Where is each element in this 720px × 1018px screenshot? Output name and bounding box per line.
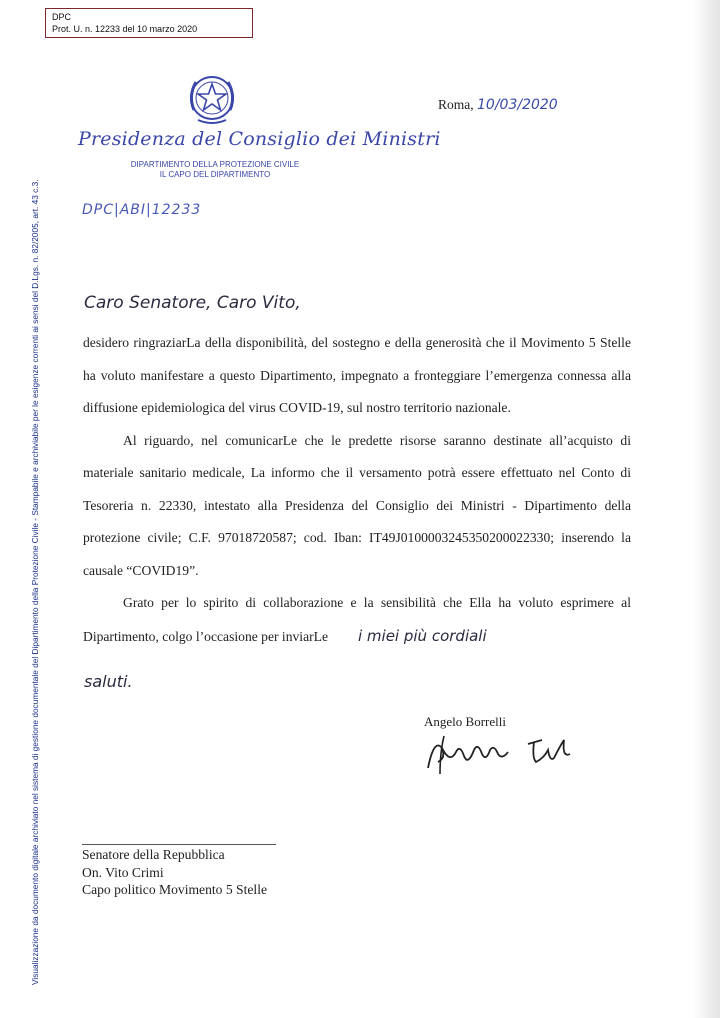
date-place: Roma, [438, 97, 474, 112]
page-edge-shadow [692, 0, 720, 1018]
department-office: IL CAPO DEL DIPARTIMENTO [159, 170, 271, 179]
handwritten-signature [420, 728, 580, 778]
paragraph-bank-details: Al riguardo, nel comunicarLe che le predette risorse saranno destinate all’acquisto di materiale sanitario medicale, La informo che il versamento potrà essere effettuato nel Conto di Tesoreria n. 22330, intestato alla Presidenza del Consiglio dei Ministri - Dipartimento della protezione civile; C.F. 97018720587; cod. Iban: IT49J0100003245350200022330; inserendo la causale “COVID19”. [83, 432, 631, 578]
salutation: Caro Senatore, Caro Vito, [84, 293, 301, 313]
closing-handwritten: i miei più cordiali [357, 626, 487, 645]
paragraph-closing [83, 587, 631, 653]
handwritten-saluti: saluti. [84, 672, 133, 691]
recipient-block [82, 846, 267, 899]
recipient-name: On. Vito Crimi [82, 864, 164, 880]
protocol-number: Prot. U. n. 12233 del 10 marzo 2020 [52, 24, 198, 34]
department-name: DIPARTIMENTO DELLA PROTEZIONE CIVILE [130, 160, 300, 169]
signer-name: Angelo Borrelli [424, 714, 506, 729]
date-handwritten: 10/03/2020 [477, 97, 558, 113]
recipient-divider [82, 844, 276, 845]
institution-name: Presidenza del Consiglio dei Ministri [78, 128, 441, 150]
paragraph-thanks: desidero ringraziarLa della disponibilità, del sostegno e della generosità che il Movimento 5 Stelle ha voluto manifestare a questo Dipartimento, impegnato a fronteggiare l’emergenza connessa alla diffusione epidemiologica del virus COVID-19, sul nostro territorio nazionale. [83, 335, 631, 415]
paragraph-closing-text: Grato per lo spirito di collaborazione e la sensibilità che Ella ha voluto esprimere al Dipartimento, colgo l’occasione per inviarLe [83, 595, 631, 644]
recipient-role: Capo politico Movimento 5 Stelle [82, 882, 268, 897]
handwritten-protocol: DPC|ABI|12233 [82, 202, 202, 218]
protocol-stamp [45, 8, 253, 38]
protocol-office: DPC [52, 12, 72, 22]
recipient-title: Senatore della Repubblica [82, 847, 225, 862]
archive-side-note: Visualizzazione da documento digitale archiviato nel sistema di gestione documentale del Dipartimento della Protezione Civile - Stampabile e archiviabile per le esigenze correnti ai sensi del D.Lgs. n. 82/2005, art. 43 c.3. [30, 179, 40, 985]
letter-date [438, 97, 558, 113]
department-heading [126, 160, 304, 180]
letter-body [83, 327, 631, 653]
italian-republic-emblem-icon [184, 70, 240, 128]
